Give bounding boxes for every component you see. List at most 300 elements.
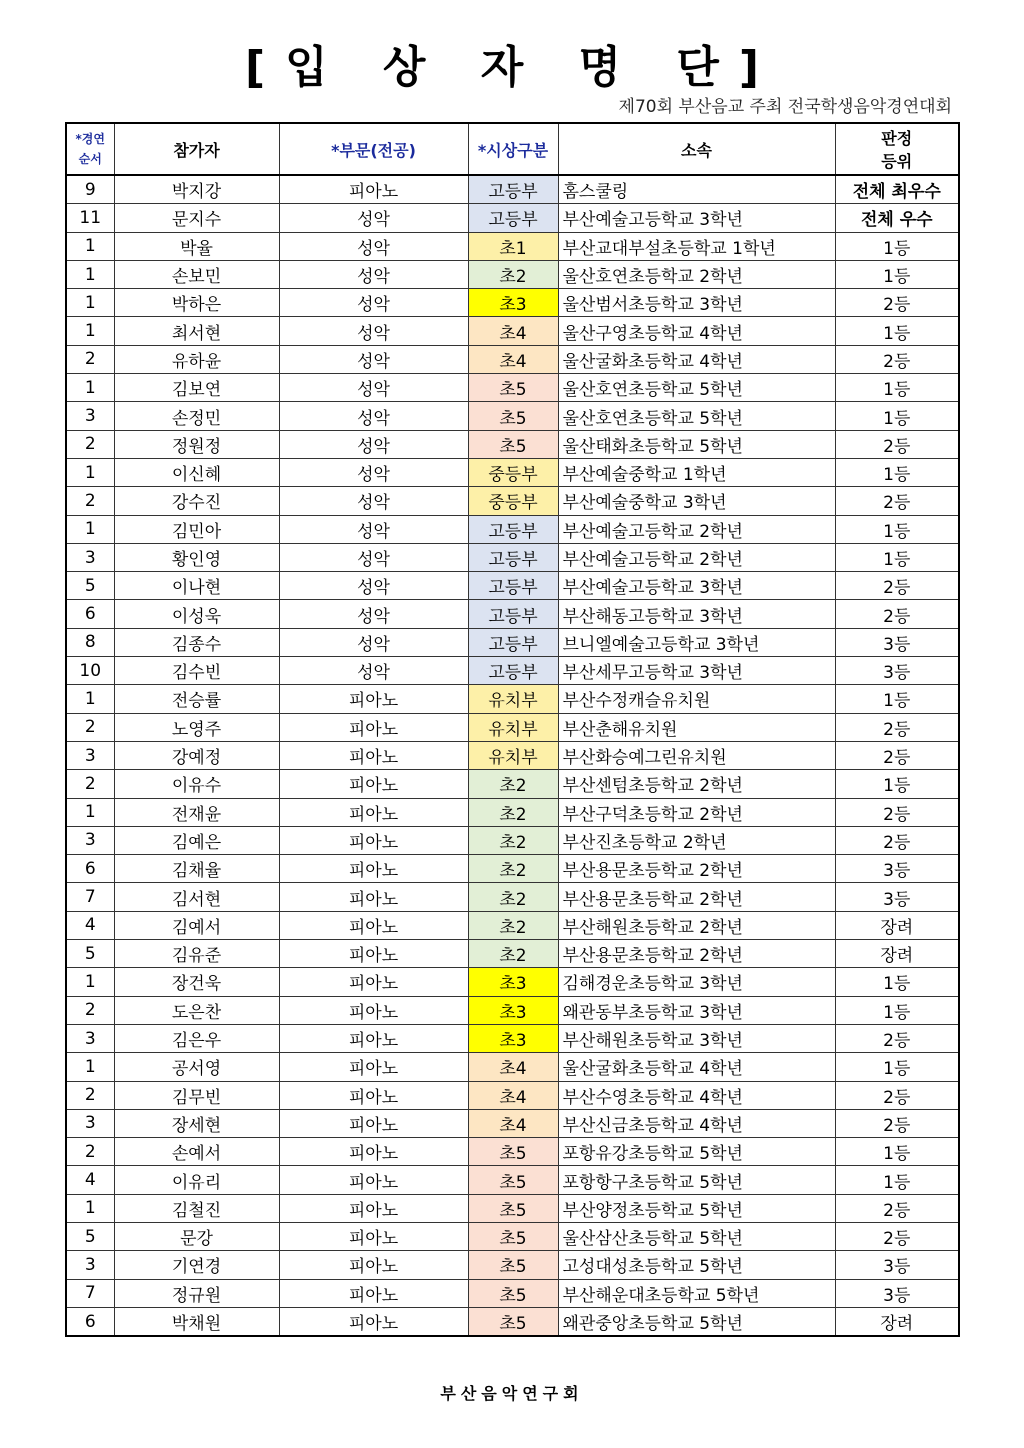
cell-name: 문강 <box>114 1222 279 1250</box>
cell-affiliation: 울산구영초등학교 4학년 <box>558 317 835 345</box>
winners-table <box>65 122 960 1337</box>
cell-major: 피아노 <box>279 1053 468 1081</box>
cell-affiliation: 부산신금초등학교 4학년 <box>558 1109 835 1137</box>
cell-affiliation: 부산용문초등학교 2학년 <box>558 940 835 968</box>
cell-order: 1 <box>66 968 114 996</box>
cell-division: 초2 <box>468 826 558 854</box>
table-body <box>66 175 959 1336</box>
cell-division: 초5 <box>468 1222 558 1250</box>
table-row <box>66 798 959 826</box>
cell-major: 성악 <box>279 600 468 628</box>
cell-award: 2등 <box>835 430 959 458</box>
cell-division: 초3 <box>468 1024 558 1052</box>
cell-major: 성악 <box>279 657 468 685</box>
cell-division: 고등부 <box>468 572 558 600</box>
cell-division: 초2 <box>468 911 558 939</box>
table-row <box>66 826 959 854</box>
cell-affiliation: 왜관동부초등학교 3학년 <box>558 996 835 1024</box>
cell-major: 피아노 <box>279 1081 468 1109</box>
cell-division: 초2 <box>468 798 558 826</box>
cell-division: 초4 <box>468 345 558 373</box>
cell-major: 성악 <box>279 374 468 402</box>
cell-award: 2등 <box>835 1024 959 1052</box>
cell-order: 5 <box>66 572 114 600</box>
cell-affiliation: 울산호연초등학교 5학년 <box>558 402 835 430</box>
cell-division: 초5 <box>468 1279 558 1307</box>
table-row <box>66 855 959 883</box>
cell-division: 초4 <box>468 1109 558 1137</box>
cell-name: 유하윤 <box>114 345 279 373</box>
cell-name: 전승률 <box>114 685 279 713</box>
cell-major: 성악 <box>279 572 468 600</box>
cell-order: 6 <box>66 1307 114 1336</box>
cell-order: 2 <box>66 487 114 515</box>
cell-division: 중등부 <box>468 487 558 515</box>
header-award <box>835 123 959 175</box>
cell-award: 1등 <box>835 685 959 713</box>
cell-division: 고등부 <box>468 600 558 628</box>
table-row <box>66 260 959 288</box>
cell-major: 성악 <box>279 345 468 373</box>
cell-order: 2 <box>66 996 114 1024</box>
cell-order: 1 <box>66 374 114 402</box>
cell-affiliation: 부산용문초등학교 2학년 <box>558 855 835 883</box>
table-row <box>66 1109 959 1137</box>
cell-award: 1등 <box>835 260 959 288</box>
cell-division: 초2 <box>468 770 558 798</box>
table-row <box>66 289 959 317</box>
cell-affiliation: 부산수정캐슬유치원 <box>558 685 835 713</box>
cell-award: 2등 <box>835 289 959 317</box>
table-row <box>66 911 959 939</box>
event-subtitle: 제70회 부산음교 주최 전국학생음악경연대회 <box>618 97 952 117</box>
header-affiliation: 소속 <box>558 123 835 175</box>
cell-award: 2등 <box>835 487 959 515</box>
cell-division: 고등부 <box>468 628 558 656</box>
cell-order: 3 <box>66 826 114 854</box>
cell-major: 피아노 <box>279 1024 468 1052</box>
cell-award: 1등 <box>835 770 959 798</box>
table-row <box>66 1307 959 1336</box>
cell-name: 김보연 <box>114 374 279 402</box>
cell-division: 유치부 <box>468 685 558 713</box>
cell-major: 성악 <box>279 402 468 430</box>
cell-major: 성악 <box>279 317 468 345</box>
cell-division: 초5 <box>468 402 558 430</box>
cell-award: 2등 <box>835 572 959 600</box>
cell-division: 고등부 <box>468 543 558 571</box>
cell-affiliation: 울산호연초등학교 5학년 <box>558 374 835 402</box>
cell-major: 피아노 <box>279 741 468 769</box>
cell-division: 초2 <box>468 940 558 968</box>
cell-major: 피아노 <box>279 798 468 826</box>
table-row <box>66 628 959 656</box>
cell-major: 피아노 <box>279 968 468 996</box>
header-order-line1: *경연 <box>75 132 105 146</box>
table-row <box>66 175 959 204</box>
cell-name: 장세현 <box>114 1109 279 1137</box>
table-row <box>66 402 959 430</box>
cell-name: 김민아 <box>114 515 279 543</box>
table-row <box>66 487 959 515</box>
cell-division: 초2 <box>468 883 558 911</box>
cell-award: 2등 <box>835 826 959 854</box>
cell-affiliation: 부산해동고등학교 3학년 <box>558 600 835 628</box>
table-row <box>66 317 959 345</box>
table-row <box>66 1024 959 1052</box>
cell-order: 3 <box>66 1109 114 1137</box>
cell-name: 문지수 <box>114 204 279 232</box>
header-major: *부문(전공) <box>279 123 468 175</box>
cell-order: 9 <box>66 175 114 204</box>
cell-major: 피아노 <box>279 685 468 713</box>
cell-affiliation: 부산예술고등학교 3학년 <box>558 572 835 600</box>
cell-award: 장려 <box>835 911 959 939</box>
cell-division: 초4 <box>468 1053 558 1081</box>
cell-major: 피아노 <box>279 940 468 968</box>
table-row <box>66 345 959 373</box>
table-row <box>66 430 959 458</box>
cell-name: 황인영 <box>114 543 279 571</box>
cell-major: 피아노 <box>279 1166 468 1194</box>
cell-order: 1 <box>66 260 114 288</box>
cell-award: 3등 <box>835 628 959 656</box>
cell-major: 피아노 <box>279 1194 468 1222</box>
table-row <box>66 1081 959 1109</box>
cell-major: 피아노 <box>279 826 468 854</box>
cell-order: 3 <box>66 1024 114 1052</box>
cell-order: 3 <box>66 741 114 769</box>
cell-major: 피아노 <box>279 770 468 798</box>
cell-major: 성악 <box>279 260 468 288</box>
cell-major: 피아노 <box>279 911 468 939</box>
cell-order: 1 <box>66 798 114 826</box>
cell-award: 전체 최우수 <box>835 175 959 204</box>
cell-division: 중등부 <box>468 458 558 486</box>
cell-division: 초4 <box>468 1081 558 1109</box>
cell-order: 2 <box>66 345 114 373</box>
cell-name: 손정민 <box>114 402 279 430</box>
cell-order: 7 <box>66 1279 114 1307</box>
cell-name: 김무빈 <box>114 1081 279 1109</box>
header-order-line2: 순서 <box>78 152 102 166</box>
cell-major: 성악 <box>279 232 468 260</box>
cell-order: 3 <box>66 1251 114 1279</box>
cell-award: 1등 <box>835 1166 959 1194</box>
cell-order: 4 <box>66 1166 114 1194</box>
cell-affiliation: 부산예술고등학교 2학년 <box>558 543 835 571</box>
cell-affiliation: 부산교대부설초등학교 1학년 <box>558 232 835 260</box>
cell-name: 김은우 <box>114 1024 279 1052</box>
table-row <box>66 1138 959 1166</box>
cell-name: 김철진 <box>114 1194 279 1222</box>
cell-name: 박율 <box>114 232 279 260</box>
cell-major: 성악 <box>279 487 468 515</box>
cell-affiliation: 부산춘해유치원 <box>558 713 835 741</box>
cell-affiliation: 부산해원초등학교 2학년 <box>558 911 835 939</box>
cell-affiliation: 울산범서초등학교 3학년 <box>558 289 835 317</box>
table-row <box>66 204 959 232</box>
cell-award: 1등 <box>835 317 959 345</box>
cell-award: 장려 <box>835 940 959 968</box>
cell-affiliation: 울산굴화초등학교 4학년 <box>558 1053 835 1081</box>
cell-affiliation: 부산예술고등학교 3학년 <box>558 204 835 232</box>
cell-division: 초2 <box>468 855 558 883</box>
cell-name: 김유준 <box>114 940 279 968</box>
cell-affiliation: 울산태화초등학교 5학년 <box>558 430 835 458</box>
cell-major: 피아노 <box>279 855 468 883</box>
header-name: 참가자 <box>114 123 279 175</box>
cell-major: 성악 <box>279 430 468 458</box>
cell-major: 피아노 <box>279 883 468 911</box>
cell-affiliation: 부산수영초등학교 4학년 <box>558 1081 835 1109</box>
cell-affiliation: 포항유강초등학교 5학년 <box>558 1138 835 1166</box>
cell-affiliation: 포항항구초등학교 5학년 <box>558 1166 835 1194</box>
cell-order: 2 <box>66 1138 114 1166</box>
cell-name: 손보민 <box>114 260 279 288</box>
table-row <box>66 515 959 543</box>
header-award-line1: 판정 <box>881 129 913 148</box>
cell-affiliation: 부산해원초등학교 3학년 <box>558 1024 835 1052</box>
cell-award: 1등 <box>835 374 959 402</box>
cell-name: 노영주 <box>114 713 279 741</box>
cell-award: 2등 <box>835 1081 959 1109</box>
cell-award: 1등 <box>835 1053 959 1081</box>
cell-award: 1등 <box>835 458 959 486</box>
cell-affiliation: 브니엘예술고등학교 3학년 <box>558 628 835 656</box>
cell-award: 3등 <box>835 1251 959 1279</box>
cell-order: 3 <box>66 402 114 430</box>
cell-division: 초5 <box>468 1251 558 1279</box>
cell-award: 1등 <box>835 996 959 1024</box>
page-title: [입 상 자 명 단] <box>244 42 779 93</box>
cell-award: 1등 <box>835 402 959 430</box>
organization-footer: 부산음악연구회 <box>440 1384 584 1403</box>
cell-affiliation: 부산구덕초등학교 2학년 <box>558 798 835 826</box>
cell-name: 정규원 <box>114 1279 279 1307</box>
cell-name: 박채원 <box>114 1307 279 1336</box>
cell-major: 피아노 <box>279 1251 468 1279</box>
cell-order: 8 <box>66 628 114 656</box>
cell-order: 1 <box>66 1194 114 1222</box>
cell-affiliation: 부산예술중학교 3학년 <box>558 487 835 515</box>
cell-order: 4 <box>66 911 114 939</box>
cell-order: 1 <box>66 1053 114 1081</box>
table-row <box>66 1166 959 1194</box>
cell-name: 김서현 <box>114 883 279 911</box>
cell-major: 성악 <box>279 515 468 543</box>
cell-name: 박지강 <box>114 175 279 204</box>
cell-name: 이성욱 <box>114 600 279 628</box>
cell-division: 초3 <box>468 996 558 1024</box>
cell-affiliation: 울산호연초등학교 2학년 <box>558 260 835 288</box>
cell-name: 박하은 <box>114 289 279 317</box>
cell-name: 전재윤 <box>114 798 279 826</box>
cell-award: 3등 <box>835 855 959 883</box>
cell-order: 2 <box>66 713 114 741</box>
cell-order: 2 <box>66 1081 114 1109</box>
cell-order: 5 <box>66 940 114 968</box>
cell-name: 이유수 <box>114 770 279 798</box>
cell-major: 성악 <box>279 458 468 486</box>
cell-award: 장려 <box>835 1307 959 1336</box>
cell-major: 피아노 <box>279 1222 468 1250</box>
table-row <box>66 458 959 486</box>
cell-name: 공서영 <box>114 1053 279 1081</box>
cell-major: 피아노 <box>279 996 468 1024</box>
cell-award: 전체 우수 <box>835 204 959 232</box>
table-row <box>66 940 959 968</box>
cell-name: 강예정 <box>114 741 279 769</box>
cell-division: 고등부 <box>468 204 558 232</box>
table-row <box>66 770 959 798</box>
header-division: *시상구분 <box>468 123 558 175</box>
table-row <box>66 600 959 628</box>
cell-award: 2등 <box>835 798 959 826</box>
cell-award: 1등 <box>835 1138 959 1166</box>
cell-award: 2등 <box>835 1109 959 1137</box>
table-row <box>66 1279 959 1307</box>
cell-major: 성악 <box>279 289 468 317</box>
cell-order: 10 <box>66 657 114 685</box>
header-order <box>66 123 114 175</box>
cell-affiliation: 부산양정초등학교 5학년 <box>558 1194 835 1222</box>
cell-award: 3등 <box>835 883 959 911</box>
cell-award: 2등 <box>835 1222 959 1250</box>
cell-division: 고등부 <box>468 515 558 543</box>
cell-award: 2등 <box>835 1194 959 1222</box>
cell-award: 1등 <box>835 968 959 996</box>
cell-award: 3등 <box>835 657 959 685</box>
table-row <box>66 968 959 996</box>
cell-division: 초5 <box>468 1194 558 1222</box>
table-row <box>66 1194 959 1222</box>
table-row <box>66 572 959 600</box>
cell-order: 1 <box>66 515 114 543</box>
cell-division: 초5 <box>468 430 558 458</box>
cell-affiliation: 부산화승예그린유치원 <box>558 741 835 769</box>
cell-award: 2등 <box>835 741 959 769</box>
cell-order: 11 <box>66 204 114 232</box>
cell-name: 손예서 <box>114 1138 279 1166</box>
cell-affiliation: 고성대성초등학교 5학년 <box>558 1251 835 1279</box>
cell-affiliation: 울산삼산초등학교 5학년 <box>558 1222 835 1250</box>
cell-division: 초1 <box>468 232 558 260</box>
cell-name: 이나현 <box>114 572 279 600</box>
cell-award: 1등 <box>835 232 959 260</box>
table-row <box>66 685 959 713</box>
cell-division: 유치부 <box>468 713 558 741</box>
cell-name: 이신혜 <box>114 458 279 486</box>
cell-division: 초5 <box>468 374 558 402</box>
cell-affiliation: 울산굴화초등학교 4학년 <box>558 345 835 373</box>
cell-name: 정원정 <box>114 430 279 458</box>
cell-award: 1등 <box>835 543 959 571</box>
cell-major: 피아노 <box>279 1109 468 1137</box>
cell-order: 1 <box>66 289 114 317</box>
cell-division: 고등부 <box>468 175 558 204</box>
table-row <box>66 657 959 685</box>
cell-name: 김수빈 <box>114 657 279 685</box>
table-row <box>66 1251 959 1279</box>
cell-division: 초4 <box>468 317 558 345</box>
table-header-row <box>66 123 959 175</box>
cell-order: 1 <box>66 232 114 260</box>
cell-division: 초5 <box>468 1138 558 1166</box>
cell-major: 피아노 <box>279 1279 468 1307</box>
cell-affiliation: 부산예술중학교 1학년 <box>558 458 835 486</box>
cell-name: 강수진 <box>114 487 279 515</box>
cell-major: 피아노 <box>279 1138 468 1166</box>
cell-award: 2등 <box>835 713 959 741</box>
cell-order: 1 <box>66 685 114 713</box>
table-row <box>66 883 959 911</box>
cell-name: 김예은 <box>114 826 279 854</box>
cell-name: 최서현 <box>114 317 279 345</box>
cell-order: 6 <box>66 600 114 628</box>
cell-division: 초3 <box>468 289 558 317</box>
cell-name: 김예서 <box>114 911 279 939</box>
cell-major: 성악 <box>279 204 468 232</box>
cell-major: 피아노 <box>279 1307 468 1336</box>
cell-major: 피아노 <box>279 175 468 204</box>
cell-order: 5 <box>66 1222 114 1250</box>
cell-award: 3등 <box>835 1279 959 1307</box>
cell-affiliation: 부산센텀초등학교 2학년 <box>558 770 835 798</box>
table-row <box>66 1053 959 1081</box>
cell-division: 유치부 <box>468 741 558 769</box>
cell-order: 3 <box>66 543 114 571</box>
cell-affiliation: 부산예술고등학교 2학년 <box>558 515 835 543</box>
table-row <box>66 1222 959 1250</box>
cell-award: 1등 <box>835 515 959 543</box>
cell-name: 기연경 <box>114 1251 279 1279</box>
cell-name: 장건욱 <box>114 968 279 996</box>
cell-award: 2등 <box>835 345 959 373</box>
cell-name: 김채율 <box>114 855 279 883</box>
cell-order: 1 <box>66 317 114 345</box>
cell-affiliation: 왜관중앙초등학교 5학년 <box>558 1307 835 1336</box>
table-row <box>66 713 959 741</box>
cell-division: 초5 <box>468 1307 558 1336</box>
table-row <box>66 232 959 260</box>
cell-major: 성악 <box>279 543 468 571</box>
cell-order: 7 <box>66 883 114 911</box>
cell-affiliation: 부산세무고등학교 3학년 <box>558 657 835 685</box>
cell-name: 김종수 <box>114 628 279 656</box>
cell-name: 도은찬 <box>114 996 279 1024</box>
table-row <box>66 996 959 1024</box>
cell-name: 이유리 <box>114 1166 279 1194</box>
cell-affiliation: 김해경운초등학교 3학년 <box>558 968 835 996</box>
cell-major: 피아노 <box>279 713 468 741</box>
cell-division: 초2 <box>468 260 558 288</box>
cell-affiliation: 부산진초등학교 2학년 <box>558 826 835 854</box>
header-award-line2: 등위 <box>881 152 913 171</box>
cell-division: 고등부 <box>468 657 558 685</box>
cell-division: 초5 <box>468 1166 558 1194</box>
table-row <box>66 374 959 402</box>
cell-affiliation: 부산용문초등학교 2학년 <box>558 883 835 911</box>
cell-affiliation: 홈스쿨링 <box>558 175 835 204</box>
cell-award: 2등 <box>835 600 959 628</box>
cell-order: 2 <box>66 770 114 798</box>
table-row <box>66 741 959 769</box>
cell-order: 6 <box>66 855 114 883</box>
cell-order: 2 <box>66 430 114 458</box>
table-row <box>66 543 959 571</box>
cell-major: 성악 <box>279 628 468 656</box>
